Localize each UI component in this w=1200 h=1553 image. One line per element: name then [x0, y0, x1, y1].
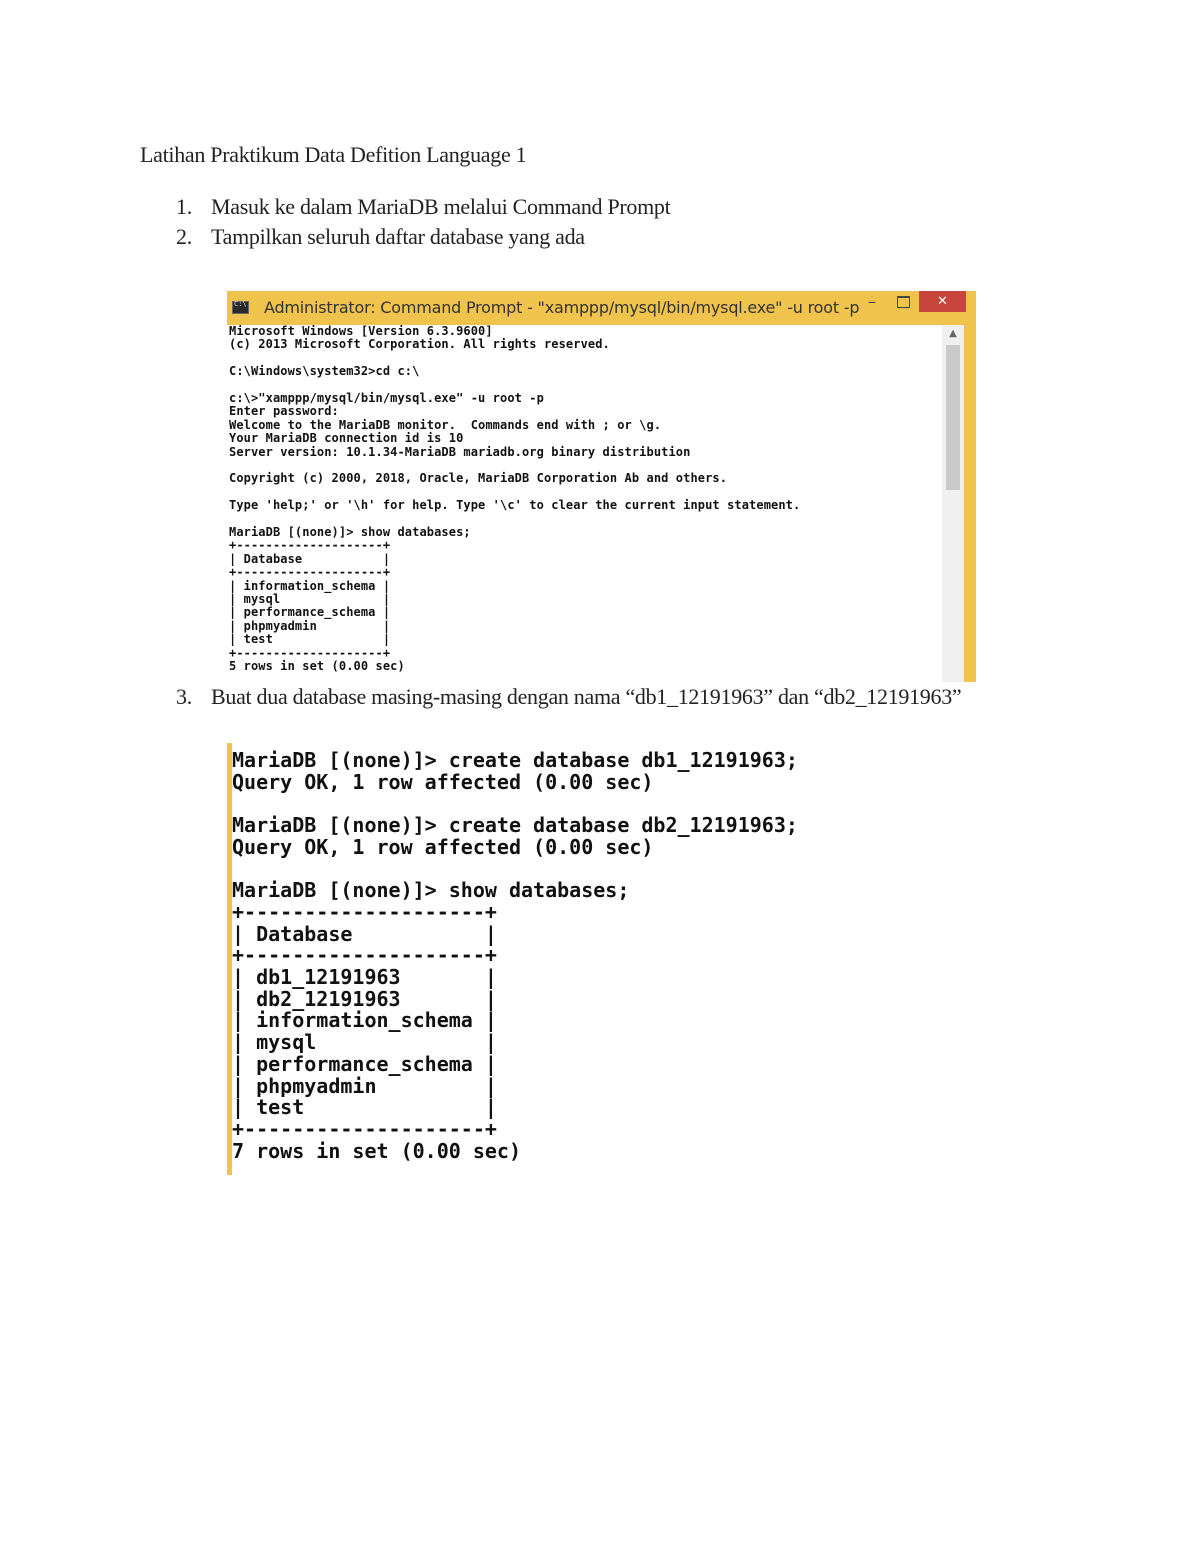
- maximize-button[interactable]: [897, 296, 910, 308]
- step-1-number: 1.: [176, 194, 192, 219]
- scroll-up-icon[interactable]: ▲: [949, 328, 957, 339]
- minimize-button[interactable]: –: [868, 292, 876, 311]
- console-line: c:\>"xamppp/mysql/bin/mysql.exe" -u root -p: [229, 391, 544, 405]
- console-line: [229, 486, 942, 499]
- zoomed-console-line: | phpmyadmin |: [232, 1073, 497, 1098]
- console-line: | Database |: [229, 551, 391, 566]
- console-line: C:\Windows\system32>cd c:\: [229, 364, 420, 379]
- zoomed-console-line: MariaDB [(none)]> create database db2_12191963;: [232, 813, 798, 838]
- zoomed-console-line: MariaDB [(none)]> create database db1_12191963;: [232, 748, 798, 772]
- window-title: Administrator: Command Prompt - "xamppp/mysql/bin/mysql.exe" -u root -p: [264, 298, 860, 317]
- zoomed-console-line: [232, 793, 798, 815]
- console-line: Your MariaDB connection id is 10: [229, 431, 464, 446]
- zoomed-console-line: | information_schema |: [232, 1008, 497, 1033]
- vertical-scrollbar[interactable]: [942, 325, 964, 682]
- zoomed-console-text: [232, 750, 798, 1162]
- close-button[interactable]: ✕: [919, 291, 966, 312]
- zoomed-console-line: 7 rows in set (0.00 sec): [232, 1138, 521, 1163]
- step-3: [176, 684, 961, 710]
- console-line: Copyright (c) 2000, 2018, Oracle, MariaDB Corporation Ab and others.: [229, 471, 728, 486]
- console-line: [229, 513, 942, 526]
- console-line: | information_schema |: [229, 578, 391, 593]
- zoomed-console-line: | db2_12191963 |: [232, 986, 497, 1011]
- console-line: 5 rows in set (0.00 sec): [229, 659, 405, 674]
- step-3-text: Buat dua database masing-masing dengan nama “db1_12191963” dan “db2_12191963”: [211, 684, 962, 709]
- zoomed-console-line: | db1_12191963 |: [232, 965, 497, 989]
- console-line: [229, 352, 942, 365]
- window-border: [964, 325, 976, 682]
- zoomed-console-line: | Database |: [232, 921, 497, 946]
- console-line: [229, 379, 942, 392]
- console-line: MariaDB [(none)]> show databases;: [229, 525, 471, 540]
- zoomed-console-line: +--------------------+: [232, 943, 497, 968]
- zoomed-console-line: Query OK, 1 row affected (0.00 sec): [232, 834, 654, 859]
- console-zoomed-screenshot: [227, 743, 798, 1175]
- document-title: Latihan Praktikum Data Defition Language 1: [140, 142, 527, 167]
- console-line: +--------------------+: [229, 645, 391, 660]
- zoomed-console-line: [232, 859, 798, 881]
- command-prompt-window: [227, 291, 976, 682]
- console-line: (c) 2013 Microsoft Corporation. All rights reserved.: [229, 337, 610, 352]
- step-2-text: Tampilkan seluruh daftar database yang ada: [211, 224, 585, 249]
- console-line: | mysql |: [229, 592, 391, 607]
- zoomed-console-line: Query OK, 1 row affected (0.00 sec): [232, 769, 654, 794]
- zoomed-console-line: | test |: [232, 1095, 497, 1120]
- console-line: +--------------------+: [229, 538, 391, 553]
- zoomed-console-line: | performance_schema |: [232, 1051, 497, 1076]
- console-line: Enter password:: [229, 404, 339, 419]
- console-line: Server version: 10.1.34-MariaDB mariadb.org binary distribution: [229, 444, 691, 459]
- step-1-text: Masuk ke dalam MariaDB melalui Command Prompt: [211, 194, 671, 219]
- cmd-icon: [232, 301, 249, 314]
- console-line: Welcome to the MariaDB monitor. Commands end with ; or \g.: [229, 417, 662, 432]
- step-3-number: 3.: [176, 684, 192, 709]
- zoomed-console-line: +--------------------+: [232, 899, 497, 924]
- console-line: +--------------------+: [229, 565, 391, 580]
- console-line: | performance_schema |: [229, 605, 391, 620]
- console-text: [227, 325, 942, 673]
- console-output[interactable]: [227, 325, 942, 682]
- console-line: Microsoft Windows [Version 6.3.9600]: [229, 325, 493, 338]
- window-titlebar[interactable]: [227, 291, 976, 325]
- zoomed-console-line: | mysql |: [232, 1030, 497, 1055]
- scroll-thumb[interactable]: [946, 345, 960, 490]
- console-line: | test |: [229, 632, 391, 647]
- step-1: [176, 194, 670, 220]
- step-2: [176, 224, 585, 250]
- step-2-number: 2.: [176, 224, 192, 249]
- console-line: [229, 459, 942, 472]
- console-line: Type 'help;' or '\h' for help. Type '\c' to clear the current input statement.: [229, 498, 801, 513]
- zoomed-console-line: MariaDB [(none)]> show databases;: [232, 878, 630, 903]
- console-line: | phpmyadmin |: [229, 618, 391, 633]
- zoomed-console-line: +--------------------+: [232, 1116, 497, 1141]
